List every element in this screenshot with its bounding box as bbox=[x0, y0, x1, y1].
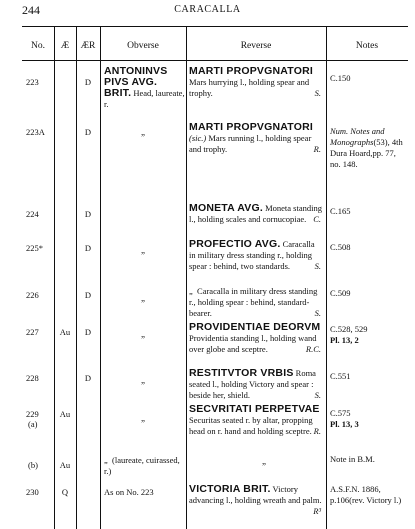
ditto-mark: „ bbox=[141, 245, 145, 255]
reverse-legend: RESTITVTOR VRBIS bbox=[189, 367, 294, 379]
reverse-desc: Providentia standing l., holding wand over globe and sceptre. bbox=[189, 333, 317, 354]
notes-reference: C.528, 529 bbox=[330, 324, 368, 334]
au-metal: Au bbox=[59, 460, 71, 470]
table-header-rule bbox=[22, 60, 408, 61]
ar-metal: D bbox=[84, 127, 92, 137]
au-metal: Au bbox=[59, 327, 71, 337]
reverse-desc: Mars running l., holding spear and trophy. bbox=[189, 133, 312, 154]
reverse-description bbox=[189, 66, 323, 99]
ditto-mark: „ bbox=[141, 293, 145, 303]
reverse-description bbox=[189, 239, 323, 272]
reverse-description bbox=[189, 286, 323, 319]
notes-cell: A.S.F.N. 1886, p.106(rev. Victory l.) bbox=[330, 484, 402, 505]
plate-reference: Pl. 13, 3 bbox=[330, 419, 359, 429]
obverse-description bbox=[104, 455, 186, 477]
notes-reference: C.575 bbox=[330, 408, 351, 418]
mint-mark: S. bbox=[314, 261, 321, 271]
notes-detail: (53), 4th Dura Hoard,pp. 77, no. 148. bbox=[330, 137, 403, 169]
reverse-desc: Mars hurrying l., holding spear and trophy. bbox=[189, 77, 310, 98]
plate-reference: Pl. 13, 2 bbox=[330, 335, 359, 345]
column-divider bbox=[100, 26, 101, 529]
reverse-desc: Roma seated l., holding Victory and spear : beside her, shield. bbox=[189, 368, 316, 400]
reverse-desc: Securitas seated r. by altar, propping head on r. hand and holding sceptre. bbox=[189, 415, 313, 436]
column-divider bbox=[326, 26, 327, 529]
reverse-legend: MARTI PROPVGNATORI bbox=[189, 121, 313, 133]
reverse-sic: (sic.) bbox=[189, 133, 207, 143]
page-number: 244 bbox=[22, 3, 40, 17]
ditto-mark: „ bbox=[141, 375, 145, 385]
column-header-ar: ÆR bbox=[80, 41, 96, 51]
ar-metal: D bbox=[84, 77, 92, 87]
reverse-legend: MARTI PROPVGNATORI bbox=[189, 65, 313, 77]
reverse-description bbox=[189, 322, 323, 355]
ditto-mark: „ bbox=[141, 329, 145, 339]
notes-cell: C.508 bbox=[330, 242, 351, 252]
ditto-mark: „ bbox=[262, 456, 266, 466]
entry-number: 225* bbox=[26, 243, 43, 253]
reverse-legend: PROFECTIO AVG. bbox=[189, 238, 281, 250]
notes-cell: C.551 bbox=[330, 371, 351, 381]
obverse-description: As on No. 223 bbox=[104, 487, 154, 497]
au-metal: Q bbox=[61, 487, 69, 497]
notes-reference: Num. Notes and Monographs bbox=[330, 126, 385, 147]
reverse-legend: MONETA AVG. bbox=[189, 202, 263, 214]
table-top-rule bbox=[22, 26, 408, 27]
ar-metal: D bbox=[84, 373, 92, 383]
ditto-mark: „ bbox=[104, 455, 108, 465]
reverse-description bbox=[189, 404, 323, 437]
reverse-desc: Caracalla in military dress standing r., holding spear : behind, two standards. bbox=[189, 239, 315, 271]
reverse-description bbox=[189, 203, 323, 225]
ar-metal: D bbox=[84, 243, 92, 253]
entry-variant: (b) bbox=[28, 460, 38, 470]
page-title: CARACALLA bbox=[174, 4, 241, 15]
mint-mark: R. bbox=[313, 426, 321, 436]
notes-cell: C.509 bbox=[330, 288, 351, 298]
mint-mark: C. bbox=[313, 214, 321, 224]
reverse-desc: Caracalla in military dress standing r., holding spear : behind, standard-bearer. bbox=[189, 286, 318, 318]
obverse-desc: Head, laureate, r. bbox=[104, 88, 185, 109]
column-divider bbox=[54, 26, 55, 529]
notes-cell: C.150 bbox=[330, 73, 351, 83]
obverse-legend: ANTONINVS PIVS AVG. BRIT. bbox=[104, 65, 168, 99]
notes-cell: Note in B.M. bbox=[330, 454, 375, 464]
entry-variant: (a) bbox=[28, 419, 38, 429]
ar-metal: D bbox=[84, 327, 92, 337]
entry-number: 226 bbox=[26, 290, 39, 300]
entry-number: 228 bbox=[26, 373, 39, 383]
reverse-legend: SECVRITATI PERPETVAE bbox=[189, 403, 320, 415]
notes-cell bbox=[330, 324, 408, 346]
au-metal: Au bbox=[59, 409, 71, 419]
entry-number: 223A bbox=[26, 127, 45, 137]
obverse-description bbox=[104, 66, 186, 110]
column-header-reverse: Reverse bbox=[240, 41, 272, 51]
entry-number: 229 bbox=[26, 409, 39, 419]
ditto-mark: „ bbox=[189, 286, 193, 296]
ar-metal: D bbox=[84, 209, 92, 219]
column-header-obverse: Obverse bbox=[127, 41, 159, 51]
mint-mark: S. bbox=[314, 308, 321, 318]
column-header-notes: Notes bbox=[355, 41, 379, 51]
reverse-description bbox=[189, 484, 323, 517]
entry-number: 224 bbox=[26, 209, 39, 219]
ditto-mark: „ bbox=[141, 413, 145, 423]
column-divider bbox=[76, 26, 77, 529]
notes-cell: C.165 bbox=[330, 206, 351, 216]
column-header-no: No. bbox=[31, 41, 45, 51]
reverse-description bbox=[189, 368, 323, 401]
entry-number: 227 bbox=[26, 327, 39, 337]
mint-mark: S. bbox=[314, 88, 321, 98]
ditto-mark: „ bbox=[141, 127, 145, 137]
mint-mark: R³ bbox=[313, 506, 321, 516]
obverse-desc: (laureate, cuirassed, r.) bbox=[104, 455, 180, 476]
reverse-desc: Victory advancing l., holding wreath and palm. bbox=[189, 484, 322, 505]
mint-mark: R.C. bbox=[305, 344, 321, 354]
entry-number: 230 bbox=[26, 487, 39, 497]
ar-metal: D bbox=[84, 290, 92, 300]
reverse-legend: VICTORIA BRIT. bbox=[189, 483, 271, 495]
notes-cell bbox=[330, 408, 408, 430]
column-header-au: Æ bbox=[60, 41, 70, 51]
column-divider bbox=[186, 26, 187, 529]
reverse-legend: PROVIDENTIAE DEORVM bbox=[189, 321, 321, 333]
reverse-description bbox=[189, 122, 323, 155]
entry-number: 223 bbox=[26, 77, 39, 87]
reverse-desc: Moneta standing l., holding scales and cornucopiae. bbox=[189, 203, 322, 224]
mint-mark: S. bbox=[314, 390, 321, 400]
mint-mark: R. bbox=[313, 144, 321, 154]
notes-cell bbox=[330, 126, 408, 170]
